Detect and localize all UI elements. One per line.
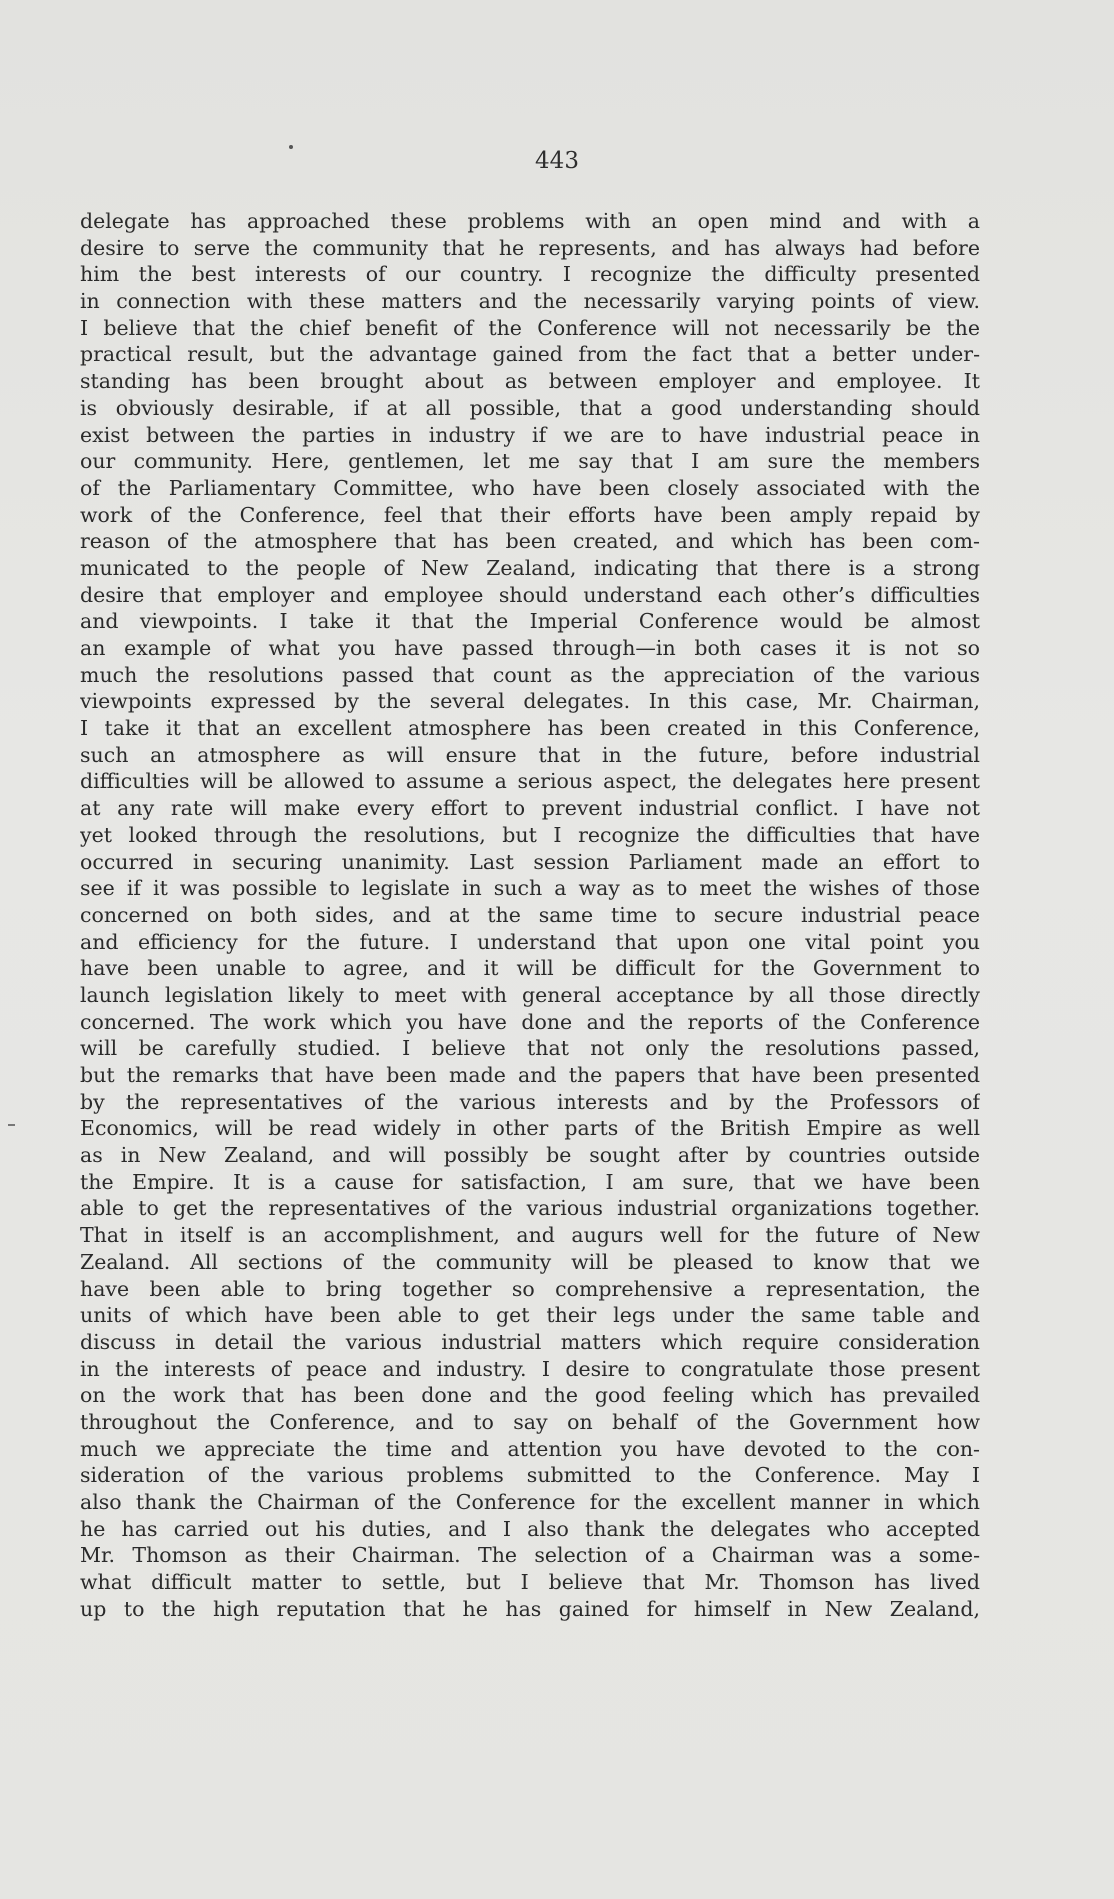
text-line: municated to the people of New Zealand, indicating that there is a strong [80, 555, 980, 580]
text-line: much the resolutions passed that count as the appreciation of the various [80, 662, 980, 687]
text-line: reason of the atmosphere that has been created, and which has been com- [80, 529, 980, 554]
body-text [80, 208, 980, 1622]
text-line: Mr. Thomson as their Chairman. The selection of a Chairman was a some- [80, 1543, 980, 1568]
margin-mark [8, 1124, 15, 1126]
text-line: exist between the parties in industry if we are to have industrial peace in [80, 422, 980, 447]
text-line: standing has been brought about as between employer and employee. It [80, 369, 980, 394]
text-line: at any rate will make every effort to prevent industrial conflict. I have not [80, 796, 980, 821]
text-line: is obviously desirable, if at all possible, that a good understanding should [80, 395, 980, 420]
text-line: occurred in securing unanimity. Last session Parliament made an effort to [80, 849, 980, 874]
text-line: an example of what you have passed through—in both cases it is not so [80, 636, 980, 660]
text-line: difficulties will be allowed to assume a serious aspect, the delegates here present [80, 769, 980, 794]
text-line: in connection with these matters and the necessarily varying points of view. [80, 289, 980, 314]
text-line: will be carefully studied. I believe that not only the resolutions passed, [80, 1036, 980, 1061]
text-line: Zealand. All sections of the community will be pleased to know that we [80, 1249, 980, 1274]
text-line: concerned on both sides, and at the same time to secure industrial peace [80, 902, 980, 927]
text-line: That in itself is an accomplishment, and augurs well for the future of New [80, 1223, 980, 1248]
text-line: delegate has approached these problems with an open mind and with a [80, 209, 980, 233]
text-line: able to get the representatives of the various industrial organizations together. [80, 1196, 980, 1221]
text-line: in the interests of peace and industry. I desire to congratulate those present [80, 1356, 980, 1381]
text-line: see if it was possible to legislate in such a way as to meet the wishes of those [80, 876, 980, 901]
text-line: work of the Conference, feel that their efforts have been amply repaid by [80, 502, 980, 527]
page-number: 443 [535, 148, 579, 174]
text-line: on the work that has been done and the good feeling which has prevailed [80, 1383, 980, 1408]
text-line: he has carried out his duties, and I also thank the delegates who accepted [80, 1516, 980, 1541]
text-line: up to the high reputation that he has gained for himself in New Zealand, [80, 1596, 980, 1621]
text-line: practical result, but the advantage gained from the fact that a better under- [80, 342, 980, 367]
text-line: what difficult matter to settle, but I believe that Mr. Thomson has lived [80, 1570, 980, 1595]
text-line: have been unable to agree, and it will be difficult for the Government to [80, 956, 980, 981]
text-line: desire that employer and employee should understand each other’s difficulties [80, 582, 980, 607]
text-line: concerned. The work which you have done and the reports of the Conference [80, 1009, 980, 1034]
text-line: discuss in detail the various industrial matters which require consideration [80, 1329, 980, 1354]
text-line: units of which have been able to get their legs under the same table and [80, 1303, 980, 1328]
text-line: desire to serve the community that he represents, and has always had before [80, 235, 980, 260]
text-line: throughout the Conference, and to say on behalf of the Government how [80, 1409, 980, 1434]
text-line: him the best interests of our country. I recognize the difficulty presented [80, 262, 980, 287]
text-line: and efficiency for the future. I understand that upon one vital point you [80, 929, 980, 954]
text-line: sideration of the various problems submitted to the Conference. May I [80, 1463, 980, 1488]
text-line: of the Parliamentary Committee, who have been closely associated with the [80, 475, 980, 500]
text-line: yet looked through the resolutions, but I recognize the difficulties that have [80, 822, 980, 847]
text-line: I take it that an excellent atmosphere has been created in this Conference, [80, 716, 980, 741]
text-line: also thank the Chairman of the Conference for the excellent manner in which [80, 1490, 980, 1514]
text-line: I believe that the chief benefit of the Conference will not necessarily be the [80, 315, 980, 340]
text-line: have been able to bring together so comprehensive a representation, the [80, 1276, 980, 1301]
text-line: viewpoints expressed by the several delegates. In this case, Mr. Chairman, [80, 689, 980, 714]
text-line: by the representatives of the various interests and by the Professors of [80, 1089, 980, 1114]
text-line: much we appreciate the time and attention you have devoted to the con- [80, 1436, 980, 1461]
text-line: our community. Here, gentlemen, let me say that I am sure the members [80, 449, 980, 474]
text-line: as in New Zealand, and will possibly be sought after by countries outside [80, 1143, 980, 1168]
text-line: and viewpoints. I take it that the Imperial Conference would be almost [80, 609, 980, 634]
text-line: such an atmosphere as will ensure that in the future, before industrial [80, 742, 980, 767]
text-line: the Empire. It is a cause for satisfaction, I am sure, that we have been [80, 1169, 980, 1194]
text-line: but the remarks that have been made and the papers that have been presented [80, 1063, 980, 1087]
text-line: launch legislation likely to meet with general acceptance by all those directly [80, 982, 980, 1007]
text-line: Economics, will be read widely in other parts of the British Empire as well [80, 1116, 980, 1141]
